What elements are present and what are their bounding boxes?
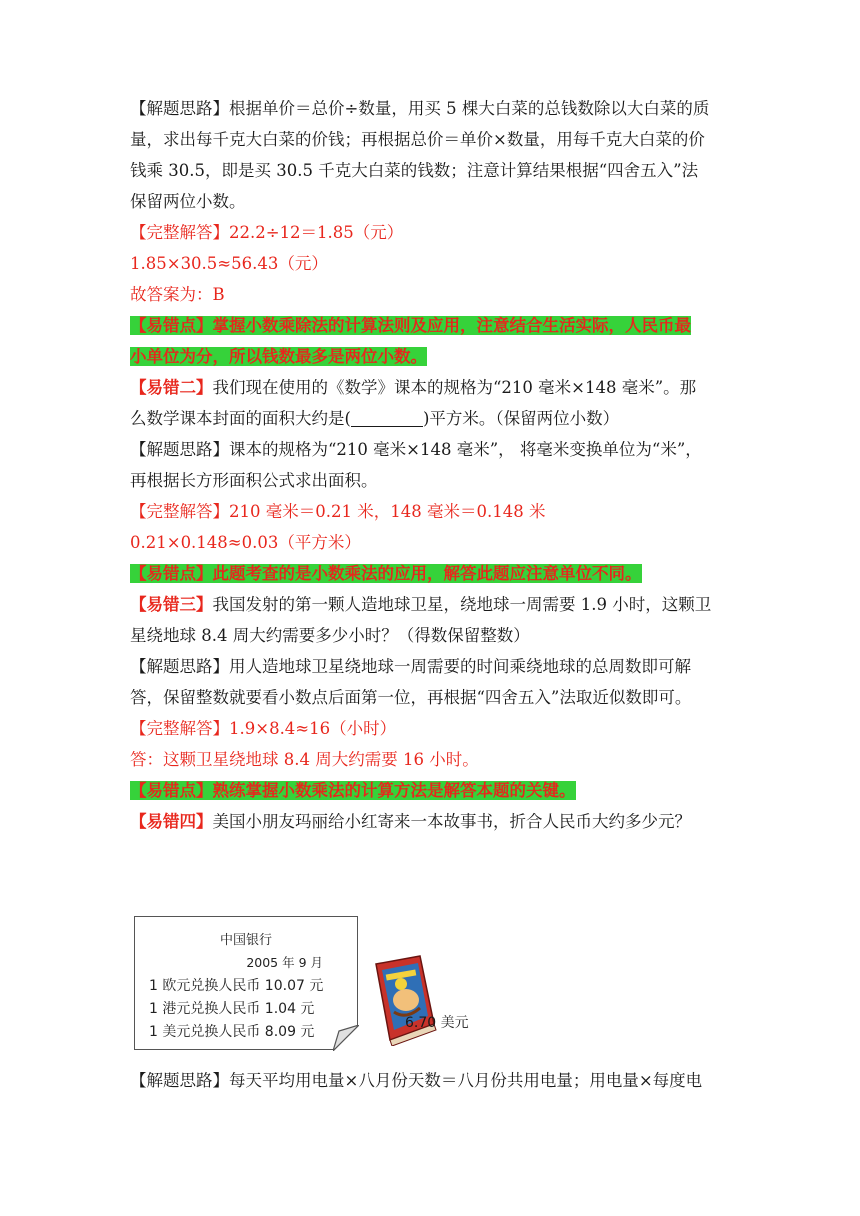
- page-curl-icon: [333, 1025, 359, 1051]
- question-line: 【易错三】我国发射的第一颗人造地球卫星，绕地球一周需要 1.9 小时，这颗卫: [130, 595, 712, 614]
- rate-line: 1 欧元兑换人民币 10.07 元: [149, 978, 324, 994]
- answer-line: 【完整解答】22.2÷12＝1.85（元）: [130, 223, 404, 242]
- thinking-line: 保留两位小数。: [130, 192, 246, 211]
- rate-line: 1 美元兑换人民币 8.09 元: [149, 1024, 315, 1040]
- question-line: 星绕地球 8.4 周大约需要多少小时？（得数保留整数）: [130, 626, 530, 645]
- thinking-line: 【解题思路】课本的规格为“210 毫米×148 毫米”， 将毫米变换单位为“米”，: [130, 440, 702, 459]
- answer-line: 1.85×30.5≈56.43（元）: [130, 254, 328, 273]
- answer-line: 【完整解答】1.9×8.4≈16（小时）: [130, 719, 397, 738]
- question-line: 【易错二】我们现在使用的《数学》课本的规格为“210 毫米×148 毫米”。那: [130, 378, 697, 397]
- thinking-line: 【解题思路】根据单价＝总价÷数量，用买 5 棵大白菜的总钱数除以大白菜的质: [130, 99, 710, 118]
- question-line: 么数学课本封面的面积大约是( )平方米。（保留两位小数）: [130, 409, 620, 428]
- document-tail: [130, 1065, 732, 1096]
- answer-line: 0.21×0.148≈0.03（平方米）: [130, 533, 361, 552]
- error-point: 【易错点】此题考查的是小数乘法的应用，解答此题应注意单位不同。: [130, 564, 642, 583]
- notice-date: 2005 年 9 月: [246, 955, 323, 970]
- error-label: 【易错四】: [130, 812, 213, 831]
- notice-title: 中国银行: [219, 933, 272, 948]
- thinking-line: 量，求出每千克大白菜的价钱；再根据总价＝单价×数量，用每千克大白菜的价: [130, 130, 705, 149]
- answer-line: 答：这颗卫星绕地球 8.4 周大约需要 16 小时。: [130, 750, 479, 769]
- story-book-icon: [368, 954, 440, 1046]
- error-label: 【易错三】: [130, 595, 213, 614]
- bank-notice: [134, 916, 358, 1050]
- answer-blank[interactable]: [351, 409, 423, 427]
- thinking-line: 再根据长方形面积公式求出面积。: [130, 471, 378, 490]
- error-point: 小单位为分，所以钱数最多是两位小数。: [130, 347, 427, 366]
- thinking-line: 答，保留整数就要看小数点后面第一位，再根据“四舍五入”法取近似数即可。: [130, 688, 692, 707]
- thinking-line: 钱乘 30.5，即是买 30.5 千克大白菜的钱数；注意计算结果根据“四舍五入”法: [130, 161, 699, 180]
- error-point: 【易错点】熟练掌握小数乘法的计算方法是解答本题的关键。: [130, 781, 576, 800]
- answer-line: 故答案为：B: [130, 285, 225, 304]
- error-label: 【易错二】: [130, 378, 213, 397]
- error-point: 【易错点】掌握小数乘除法的计算法则及应用，注意结合生活实际，人民币最: [130, 316, 691, 335]
- book-price: 6.70 美元: [405, 1015, 469, 1031]
- document-body: [130, 93, 732, 837]
- question-line: 【易错四】美国小朋友玛丽给小红寄来一本故事书，折合人民币大约多少元？: [130, 812, 691, 831]
- answer-line: 【完整解答】210 毫米＝0.21 米，148 毫米＝0.148 米: [130, 502, 546, 521]
- exchange-rate-figure: [130, 910, 490, 1055]
- thinking-line: 【解题思路】每天平均用电量×八月份天数＝八月份共用电量；用电量×每度电: [130, 1071, 703, 1090]
- rate-line: 1 港元兑换人民币 1.04 元: [149, 1001, 315, 1017]
- thinking-line: 【解题思路】用人造地球卫星绕地球一周需要的时间乘绕地球的总周数即可解: [130, 657, 691, 676]
